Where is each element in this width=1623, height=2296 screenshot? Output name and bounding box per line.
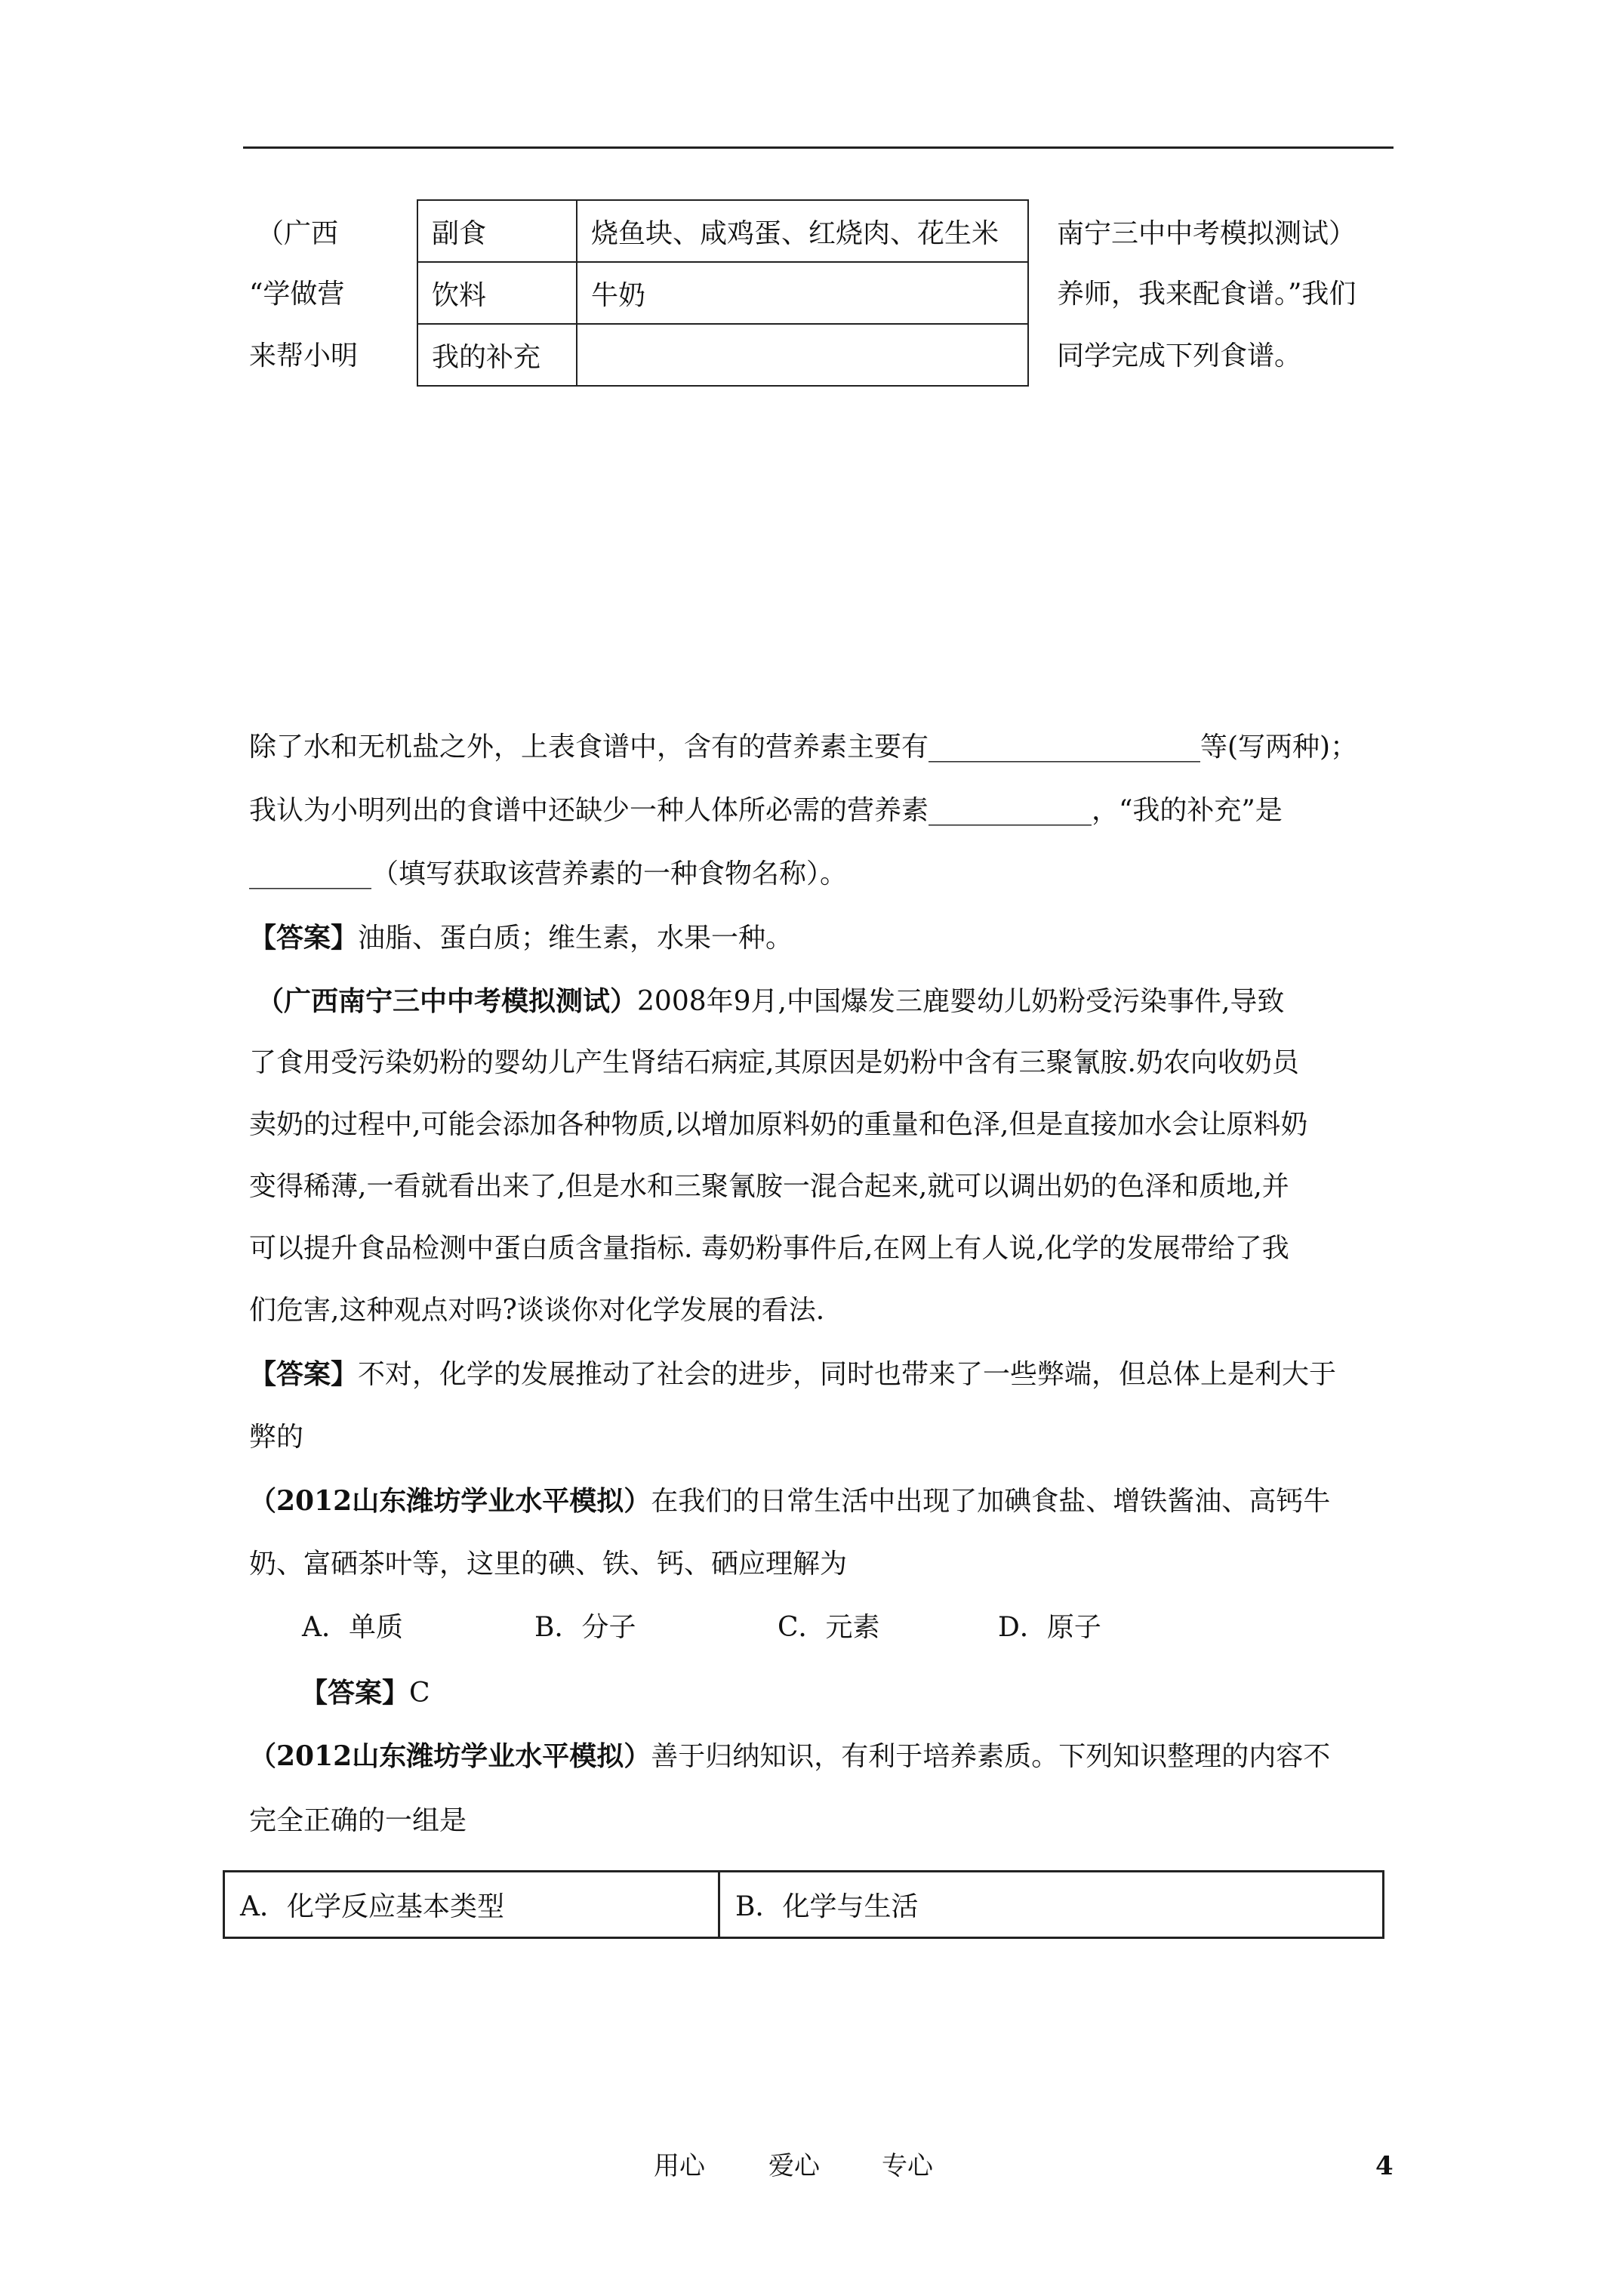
menu-value: 牛奶 [577,262,1028,324]
table-row [224,1872,1384,1938]
q2-answer-cont: 弊的 [249,1422,304,1453]
answer-text: 油脂、蛋白质；维生素，水果一种。 [358,923,793,954]
q2-first-line [257,986,1284,1017]
answer-text: C [409,1678,430,1709]
menu-row [417,262,1028,324]
menu-row [417,324,1028,386]
knowledge-table [223,1870,1384,1939]
menu-table [417,199,1029,387]
option-c: C．元素 [778,1612,880,1643]
q1-left-line-3: 来帮小明 [249,341,359,371]
answer-label: 【答案】 [249,922,359,954]
menu-label: 我的补充 [417,324,577,386]
question-text: 在我们的日常生活中出现了加碘食盐、增铁酱油、高钙牛 [651,1486,1331,1517]
page-number: 4 [1375,2151,1394,2181]
q1-right-line-2: 养师，我来配食谱。”我们 [1057,279,1357,310]
q1-line-2: 我认为小明列出的食谱中还缺少一种人体所必需的营养素____________，“我的补充”是 [249,795,1283,826]
q1-right-line-1: 南宁三中中考模拟测试） [1057,218,1357,249]
question-text: 2008年9月,中国爆发三鹿婴幼儿奶粉受污染事件,导致 [637,986,1285,1017]
option-b: B．分子 [534,1612,636,1643]
q1-answer [249,923,793,954]
q2-line: 卖奶的过程中,可能会添加各种物质,以增加原料奶的重量和色泽,但是直接加水会让原料奶 [249,1109,1308,1140]
question-source: （2012山东潍坊学业水平模拟） [249,1485,651,1517]
menu-label: 饮料 [417,262,577,324]
option-d: D．原子 [998,1612,1101,1643]
q3-first-line [249,1486,1330,1517]
q4-line-2: 完全正确的一组是 [249,1805,467,1836]
q2-line: 变得稀薄,一看就看出来了,但是水和三聚氰胺一混合起来,就可以调出奶的色泽和质地,并 [249,1171,1289,1202]
question-source: （广西南宁三中中考模拟测试） [257,985,638,1017]
q2-answer [249,1359,1336,1390]
q3-answer [300,1678,430,1709]
q3-line-2: 奶、富硒茶叶等，这里的碘、铁、钙、硒应理解为 [249,1549,848,1579]
table-cell-b: B．化学与生活 [719,1872,1384,1938]
q1-left-line-2: “学做营 [249,279,345,310]
question-text: 善于归纳知识，有利于培养素质。下列知识整理的内容不 [651,1741,1331,1772]
answer-label: 【答案】 [300,1677,410,1709]
q1-line-3: _________（填写获取该营养素的一种食物名称）。 [249,858,848,889]
q2-line: 了食用受污染奶粉的婴幼儿产生肾结石病症,其原因是奶粉中含有三聚氰胺.奶农向收奶员 [249,1047,1299,1078]
q1-left-line-1: （广西 [257,218,339,249]
q2-line: 们危害,这种观点对吗?谈谈你对化学发展的看法. [249,1295,825,1326]
q4-first-line [249,1741,1330,1772]
menu-label: 副食 [417,200,577,262]
answer-text: 不对，化学的发展推动了社会的进步，同时也带来了一些弊端，但总体上是利大于 [358,1359,1337,1390]
menu-row [417,200,1028,262]
answer-label: 【答案】 [249,1358,359,1390]
footer-item: 专心 [882,2151,933,2181]
option-a: A．单质 [302,1612,403,1643]
q1-right-line-3: 同学完成下列食谱。 [1057,341,1302,371]
question-source: （2012山东潍坊学业水平模拟） [249,1740,651,1772]
footer-item: 用心 [654,2151,705,2181]
q1-line-1: 除了水和无机盐之外，上表食谱中，含有的营养素主要有____________________等(写两种)； [249,732,1358,763]
footer-item: 爱心 [768,2151,820,2181]
menu-value: 烧鱼块、咸鸡蛋、红烧肉、花生米 [577,200,1028,262]
menu-value [577,324,1028,386]
header-rule [243,146,1394,149]
q2-line: 可以提升食品检测中蛋白质含量指标. 毒奶粉事件后,在网上有人说,化学的发展带给了我 [249,1233,1289,1264]
table-cell-a: A．化学反应基本类型 [224,1872,719,1938]
